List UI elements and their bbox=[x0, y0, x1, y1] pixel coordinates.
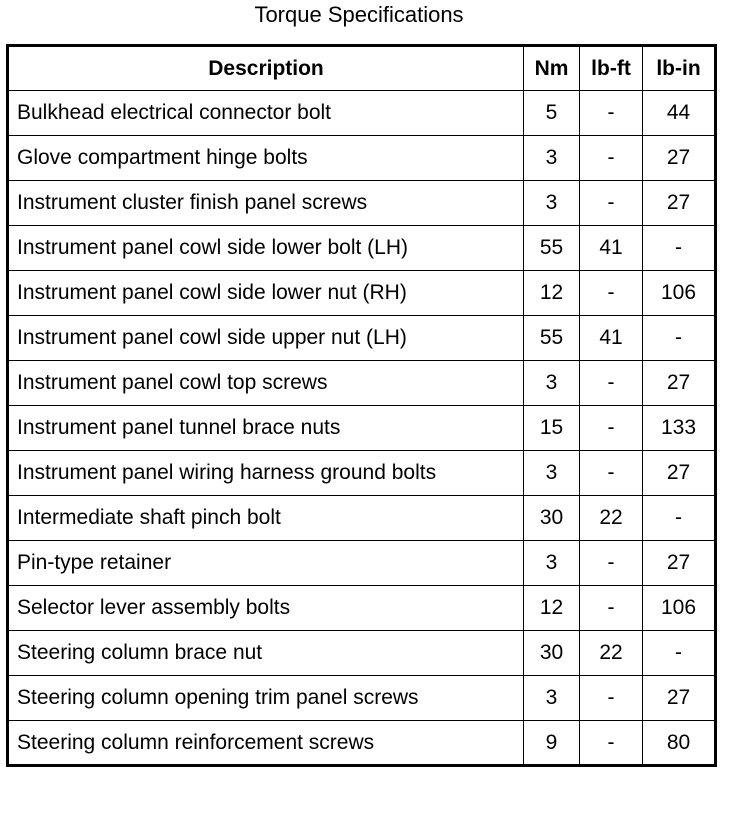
table-row bbox=[8, 406, 716, 451]
cell-lbin: - bbox=[643, 316, 716, 361]
cell-description: Intermediate shaft pinch bolt bbox=[8, 496, 524, 541]
cell-nm: 30 bbox=[524, 631, 580, 676]
table-row bbox=[8, 676, 716, 721]
cell-lbin: 27 bbox=[643, 181, 716, 226]
cell-nm: 30 bbox=[524, 496, 580, 541]
cell-lbin: - bbox=[643, 496, 716, 541]
cell-lbin: 27 bbox=[643, 136, 716, 181]
header-lbft: lb-ft bbox=[580, 46, 643, 91]
header-nm: Nm bbox=[524, 46, 580, 91]
cell-lbin: 106 bbox=[643, 586, 716, 631]
cell-description: Instrument panel cowl side lower nut (RH) bbox=[8, 271, 524, 316]
cell-lbin: 27 bbox=[643, 361, 716, 406]
cell-lbft: - bbox=[580, 271, 643, 316]
table-row bbox=[8, 91, 716, 136]
cell-lbft: - bbox=[580, 541, 643, 586]
table-row bbox=[8, 136, 716, 181]
table-row bbox=[8, 226, 716, 271]
cell-lbin: - bbox=[643, 631, 716, 676]
header-description: Description bbox=[8, 46, 524, 91]
cell-lbft: 41 bbox=[580, 226, 643, 271]
table-row bbox=[8, 631, 716, 676]
cell-nm: 3 bbox=[524, 361, 580, 406]
table-row bbox=[8, 496, 716, 541]
table-body bbox=[8, 91, 716, 766]
cell-nm: 3 bbox=[524, 136, 580, 181]
table-row bbox=[8, 361, 716, 406]
cell-nm: 3 bbox=[524, 451, 580, 496]
cell-description: Selector lever assembly bolts bbox=[8, 586, 524, 631]
cell-nm: 3 bbox=[524, 541, 580, 586]
cell-lbft: - bbox=[580, 361, 643, 406]
cell-lbft: - bbox=[580, 586, 643, 631]
table-row bbox=[8, 316, 716, 361]
table-header bbox=[8, 46, 716, 91]
cell-nm: 15 bbox=[524, 406, 580, 451]
cell-lbft: - bbox=[580, 181, 643, 226]
cell-nm: 3 bbox=[524, 181, 580, 226]
cell-lbft: - bbox=[580, 451, 643, 496]
cell-lbft: 41 bbox=[580, 316, 643, 361]
cell-description: Steering column opening trim panel screws bbox=[8, 676, 524, 721]
cell-description: Instrument panel cowl top screws bbox=[8, 361, 524, 406]
cell-lbin: 106 bbox=[643, 271, 716, 316]
page-title: Torque Specifications bbox=[254, 2, 464, 27]
cell-description: Glove compartment hinge bolts bbox=[8, 136, 524, 181]
cell-description: Steering column reinforcement screws bbox=[8, 721, 524, 766]
cell-nm: 12 bbox=[524, 271, 580, 316]
cell-lbin: 27 bbox=[643, 676, 716, 721]
table-row bbox=[8, 721, 716, 766]
cell-nm: 3 bbox=[524, 676, 580, 721]
cell-lbin: 27 bbox=[643, 451, 716, 496]
table-row bbox=[8, 271, 716, 316]
cell-lbin: 44 bbox=[643, 91, 716, 136]
cell-nm: 55 bbox=[524, 226, 580, 271]
cell-description: Instrument cluster finish panel screws bbox=[8, 181, 524, 226]
cell-lbft: - bbox=[580, 136, 643, 181]
table-row bbox=[8, 181, 716, 226]
header-lbin: lb-in bbox=[643, 46, 716, 91]
table-row bbox=[8, 586, 716, 631]
cell-lbin: 80 bbox=[643, 721, 716, 766]
cell-nm: 55 bbox=[524, 316, 580, 361]
table-row bbox=[8, 451, 716, 496]
torque-spec-table bbox=[6, 44, 717, 767]
cell-lbft: 22 bbox=[580, 496, 643, 541]
cell-description: Instrument panel tunnel brace nuts bbox=[8, 406, 524, 451]
cell-lbft: 22 bbox=[580, 631, 643, 676]
cell-description: Instrument panel wiring harness ground bolts bbox=[8, 451, 524, 496]
cell-description: Steering column brace nut bbox=[8, 631, 524, 676]
cell-lbft: - bbox=[580, 676, 643, 721]
table-row bbox=[8, 541, 716, 586]
cell-lbin: - bbox=[643, 226, 716, 271]
cell-nm: 9 bbox=[524, 721, 580, 766]
cell-nm: 5 bbox=[524, 91, 580, 136]
cell-lbft: - bbox=[580, 406, 643, 451]
cell-lbin: 133 bbox=[643, 406, 716, 451]
cell-description: Pin-type retainer bbox=[8, 541, 524, 586]
cell-description: Instrument panel cowl side lower bolt (LH) bbox=[8, 226, 524, 271]
cell-description: Bulkhead electrical connector bolt bbox=[8, 91, 524, 136]
cell-lbin: 27 bbox=[643, 541, 716, 586]
cell-lbft: - bbox=[580, 91, 643, 136]
cell-lbft: - bbox=[580, 721, 643, 766]
cell-nm: 12 bbox=[524, 586, 580, 631]
header-row bbox=[8, 46, 716, 91]
cell-description: Instrument panel cowl side upper nut (LH) bbox=[8, 316, 524, 361]
